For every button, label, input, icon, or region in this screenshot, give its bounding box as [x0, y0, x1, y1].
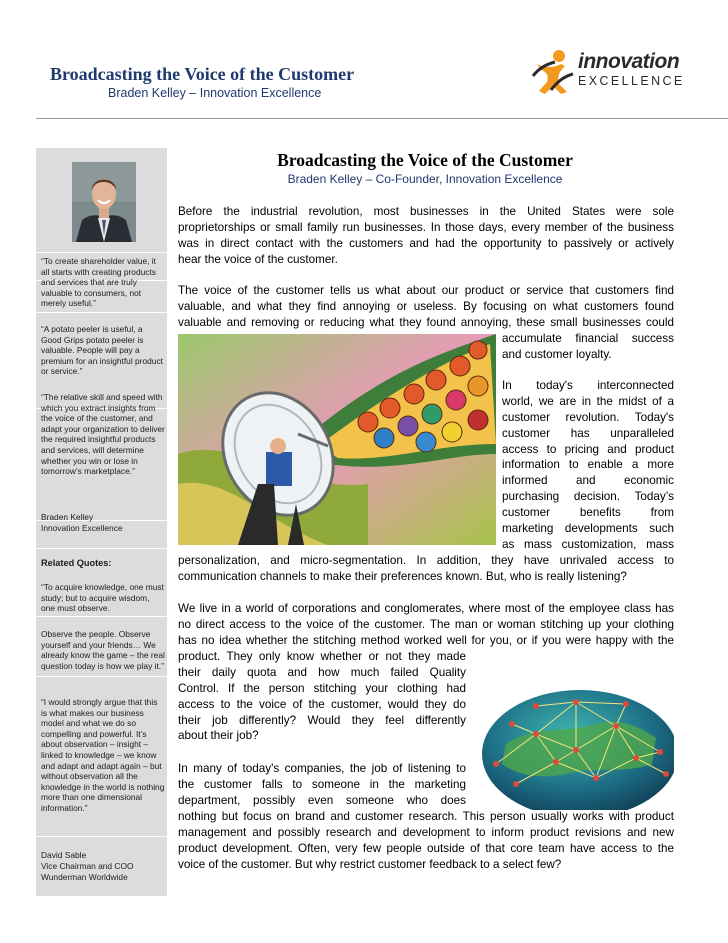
related-quote-1: “To acquire knowledge, one must study; but to acquire wisdom, one must observe. [41, 582, 164, 614]
sidebar-quote-2: “A potato peeler is useful, a Good Grips potato peeler is valuable. People will pay a premium for an insightful product or service.” [41, 324, 163, 377]
paragraph-5-continued: nothing but focus on brand and customer research. This person usually works with product management and possibly research and development to inform product revisions and new product development. Often, very few people outside of that core team have access to the voice of the customer. But why restrict customer feedback to a select few? [178, 810, 674, 871]
sidebar-quote-3: “The relative skill and speed with which you extract insights from the voice of the customer, and adapt your organization to deliver the required insightful products and services, will determine whether you win or lose in tomorrow’s marketplace.” [41, 392, 165, 477]
logo-figure-icon [531, 46, 577, 96]
innovation-excellence-logo [531, 46, 685, 96]
article-byline: Braden Kelley – Co-Founder, Innovation Excellence [287, 172, 563, 186]
related-quote-2: Observe the people. Observe yourself and your friends… We already know the game – the real question today is how we play it.” [41, 629, 165, 671]
paragraph-3: In today's interconnected world, we are in the midst of a customer revolution. Today's customer has unparalleled access to pricing and product information to enable a more informed and economic purchasing decision. Today’s customer benefits from marketing developments such as mass customization, mass [502, 379, 674, 551]
document-header-title: Broadcasting the Voice of the Customer [50, 64, 355, 84]
sidebar-quote-1: “To create shareholder value, it all starts with creating products and services that are truly valuable to consumers, not merely useful.” [41, 256, 156, 309]
paragraph-4: We live in a world of corporations and conglomerates, where most of the employee class has no direct access to the voice of the customer. The man or woman stitching up your clothing has no idea whether the stitching method worked well for you, or if you were happy with the [178, 602, 674, 647]
document-header-subtitle: Braden Kelley – Innovation Excellence [108, 86, 322, 100]
header-divider [36, 118, 728, 119]
paragraph-2: The voice of the customer tells us what about our product or service that customers find valuable, and what they find annoying or useless. By focusing on what customers found valuable and removing or reducing what they found annoying, these small businesses could [178, 284, 674, 329]
connected-globe-illustration [476, 654, 674, 810]
quote-credit-title: Vice Chairman and COO [41, 861, 134, 871]
paragraph-4-wrap: product. They only know whether or not they made their daily quota and how much failed Quality Control. If the person stitching your clothing had access to the voice of the customer, would they do their job differently? Would they feel differently about their job? [178, 650, 466, 743]
paragraph-2-wrap: accumulate financial success and customer loyalty. [502, 332, 674, 361]
quote-credit-org: Wunderman Worldwide [41, 872, 128, 882]
sidebar-author-org: Innovation Excellence [41, 523, 123, 533]
paragraph-1: Before the industrial revolution, most businesses in the United States were sole proprietorships or small family run businesses. In those days, every member of the business was in direct contact with the customers and had the opportunity to passively or actively hear the voice of the customer. [178, 205, 674, 266]
quote-credit-name: David Sable [41, 850, 87, 860]
logo-text-excellence: EXCELLENCE [578, 74, 685, 88]
paragraph-3-continued: personalization, and micro-segmentation. In addition, they have unrivaled access to communication channels to make their preferences known. But, who is really listening? [178, 554, 674, 583]
quote-sidebar [36, 148, 167, 896]
related-quote-3: “I would strongly argue that this is what makes our business model and what we do so compelling and powerful. It’s about observation – insight – linked to knowledge – we know and adapt and adapt again – but without observation all the knowledge in the world is nothing more than one dimensional information.” [41, 697, 165, 813]
logo-text-innovation: innovation [578, 50, 680, 73]
paragraph-5: In many of today's companies, the job of listening to the customer falls to someone in the marketing department, possibly even someone who does [178, 762, 466, 807]
satellite-dish-illustration [178, 334, 496, 545]
related-quotes-heading: Related Quotes: [41, 558, 112, 568]
article-title: Broadcasting the Voice of the Customer [277, 150, 573, 170]
sidebar-author-name: Braden Kelley [41, 512, 94, 522]
author-photo [72, 162, 136, 242]
